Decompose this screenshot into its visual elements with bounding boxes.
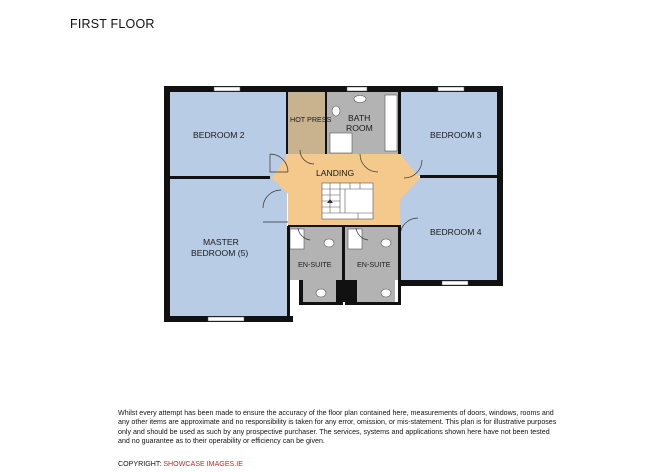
label-master-line2: BEDROOM (5)	[191, 248, 249, 258]
staircase	[322, 183, 373, 219]
bath-tub	[385, 95, 397, 151]
master-bedroom-fill	[170, 178, 287, 316]
wall-ensuite-top	[288, 225, 401, 227]
label-bedroom-3: BEDROOM 3	[430, 130, 482, 140]
wall-right	[497, 86, 503, 286]
label-bedroom-2: BEDROOM 2	[193, 130, 245, 140]
ensuite-left-wc	[316, 289, 326, 297]
ensuite-right-basin	[381, 239, 391, 247]
wall-ensuite-right-wc-bottom	[345, 302, 401, 305]
window-bath	[347, 87, 367, 91]
copyright-line	[118, 460, 243, 468]
wall-ensuite-left-wc-left	[299, 280, 303, 304]
ensuite-right-wc	[381, 289, 391, 297]
wall-bedroom-divider-left	[170, 176, 270, 179]
window-bedroom-3	[438, 87, 464, 91]
label-landing: LANDING	[316, 168, 355, 178]
window-master	[208, 317, 244, 321]
label-ensuite-right: EN-SUITE	[357, 260, 391, 269]
wall-left	[164, 86, 170, 322]
label-ensuite-left: EN-SUITE	[298, 260, 332, 269]
copyright-prefix: COPYRIGHT:	[118, 460, 164, 468]
wall-ensuite-left-wc-right	[336, 280, 343, 304]
wall-bath-right	[398, 92, 401, 154]
label-hot-press: HOT PRESS	[290, 115, 332, 124]
label-bath-line1: BATH	[348, 113, 371, 123]
wall-ensuite-right	[398, 226, 401, 302]
ensuite-left-basin	[324, 239, 334, 247]
window-bedroom-4	[442, 281, 468, 285]
bath-shower	[330, 133, 352, 153]
bath-basin	[354, 96, 366, 103]
wall-ensuite-right-wc-left	[345, 280, 357, 304]
label-master-line1: MASTER	[203, 237, 239, 247]
window-bedroom-2	[214, 87, 240, 91]
label-bedroom-4: BEDROOM 4	[430, 227, 482, 237]
label-bath-line2: ROOM	[346, 123, 373, 133]
ensuite-right-shower	[348, 229, 362, 249]
wall-hotpress-left	[286, 92, 288, 154]
disclaimer-text: Whilst every attempt has been made to ensure the accuracy of the floor plan contained here, measurements of doors, windows, rooms and any other items are approximate and no responsibility is taken for any error, omission, or mis-statement. This plan is for illustrative purposes only and should be used as such by any prospective purchaser. The services, systems and applications shown here have not been tested and no guarantee as to their operability or efficiency can be given.	[118, 409, 557, 446]
wall-master-right	[287, 226, 290, 322]
copyright-brand: SHOWCASE IMAGES.IE	[163, 460, 243, 468]
bath-wc	[332, 106, 340, 116]
ensuite-left-shower	[290, 229, 304, 249]
page-title: FIRST FLOOR	[70, 17, 155, 31]
wall-bedroom-divider-right	[420, 175, 497, 178]
wall-ensuite-left-wc-bottom	[299, 302, 343, 305]
